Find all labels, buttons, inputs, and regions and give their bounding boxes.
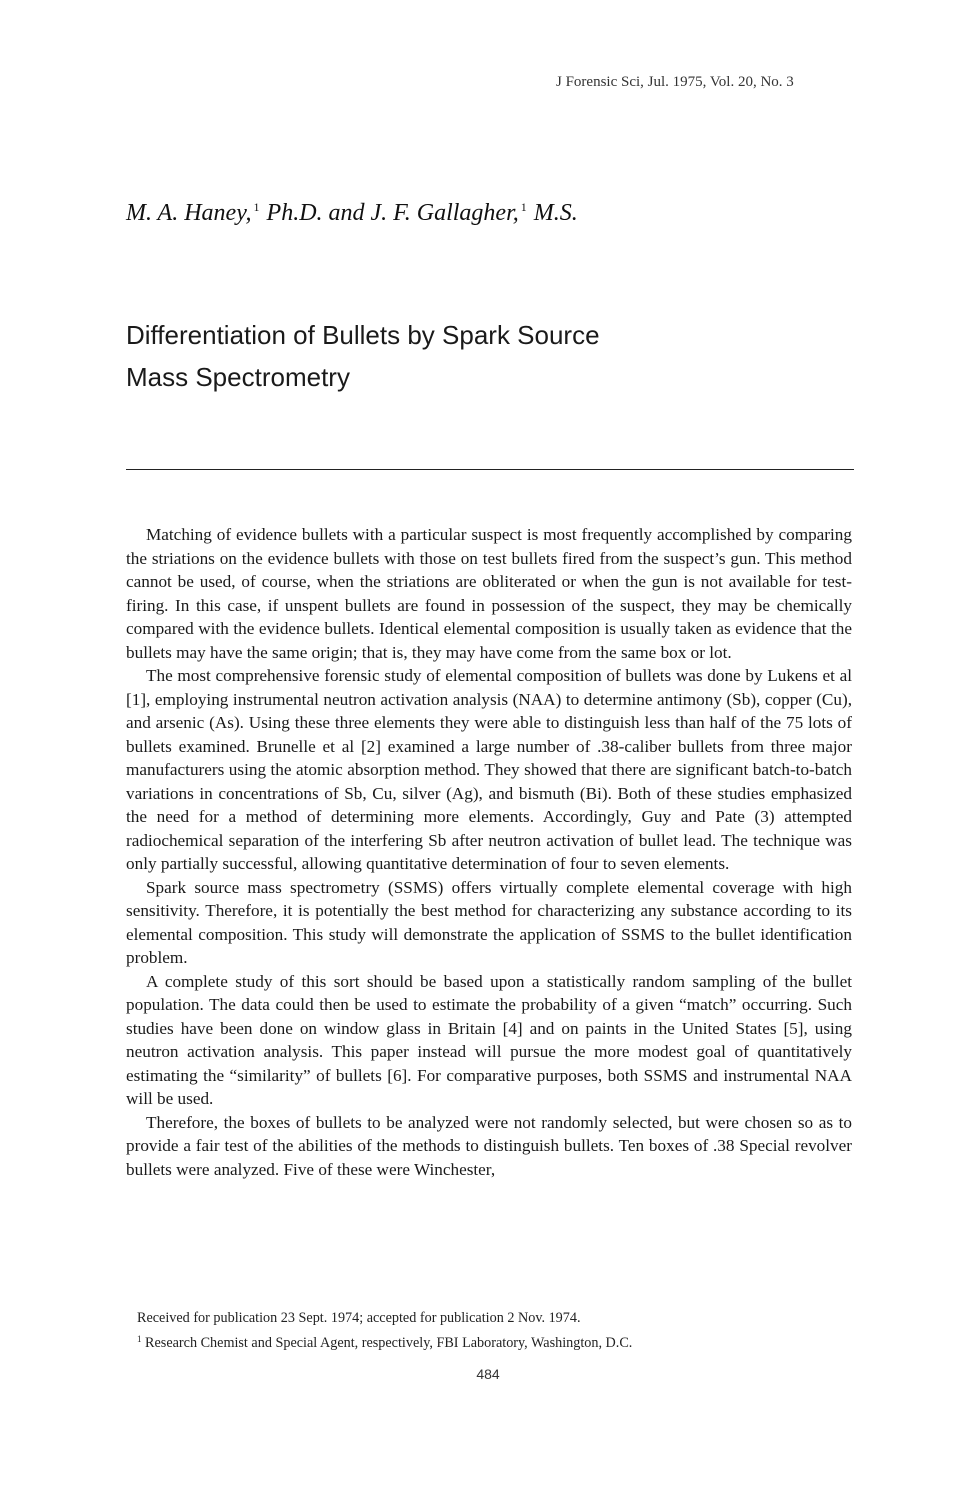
author1-footnote-mark: 1 — [253, 200, 260, 214]
body-paragraph-3: Spark source mass spectrometry (SSMS) offers virtually complete elemental coverage with high sensitivity. Therefore, it is potentially the best method for characterizing any substance according to its elemental composition. This study will demonstrate the application of SSMS to the bullet identification problem. — [126, 877, 852, 967]
body-paragraph-4: A complete study of this sort should be based upon a statistically random sampling of the bullet population. The data could then be used to estimate the probability of a given “match” occurring. Such studies have been done on window glass in Britain [4] and on paints in the United States [5], using neutron activation analysis. This paper instead will pursue the more modest goal of quantitatively estimating the “similarity” of bullets [6]. For comparative purposes, both SSMS and instrumental NAA will be used. — [126, 971, 852, 1108]
title-line-1: Differentiation of Bullets by Spark Source — [126, 320, 600, 350]
article-body — [126, 523, 852, 1181]
received-note: Received for publication 23 Sept. 1974; accepted for publication 2 Nov. 1974. — [137, 1310, 581, 1326]
body-paragraph-1: Matching of evidence bullets with a particular suspect is most frequently accomplished by comparing the striations on the evidence bullets with those on test bullets fired from the suspect’s gun. This method cannot be used, of course, when the striations are obliterated or when the gun is not available for test-firing. In this case, if unspent bullets are found in possession of the suspect, they may be chemically compared with the evidence bullets. Identical elemental composition is usually taken as evidence that the bullets may have the same origin; that is, they may have come from the same box or lot. — [126, 525, 852, 662]
title-line-2: Mass Spectrometry — [126, 362, 350, 392]
author-line — [126, 200, 578, 227]
author2-name: J. F. Gallagher, — [370, 200, 519, 226]
affiliation-text: Research Chemist and Special Agent, respectively, FBI Laboratory, Washington, D.C. — [145, 1335, 633, 1351]
body-paragraph-2: The most comprehensive forensic study of elemental composition of bullets was done by Lukens et al [1], employing instrumental neutron activation analysis (NAA) to determine antimony (Sb), copper (Cu), and arsenic (As). Using these three elements they were able to distinguish less than half of the 75 lots of bullets examined. Brunelle et al [2] examined a large number of .38-caliber bullets from three major manufacturers using the atomic absorption method. They showed that there are significant batch-to-batch variations in concentrations of Sb, Cu, silver (Ag), and bismuth (Bi). Both of these studies emphasized the need for a method of determining more elements. Accordingly, Guy and Pate (3) attempted radiochemical separation of the interfering Sb after neutron activation of bullet lead. The technique was only partially successful, allowing quantitative determination of four to seven elements. — [126, 666, 852, 873]
author2-degree: M.S. — [533, 200, 578, 226]
page-number: 484 — [476, 1366, 500, 1382]
title-divider — [126, 469, 854, 470]
journal-citation: J Forensic Sci, Jul. 1975, Vol. 20, No. 3 — [556, 74, 794, 90]
affiliation-note — [137, 1329, 837, 1354]
article-title — [126, 314, 846, 398]
body-paragraph-5: Therefore, the boxes of bullets to be analyzed were not randomly selected, but were chosen so as to provide a fair test of the abilities of the methods to distinguish bullets. Ten boxes of .38 Special revolver bullets were analyzed. Five of these were Winchester, — [126, 1112, 852, 1179]
author2-footnote-mark: 1 — [520, 200, 527, 214]
footnotes — [137, 1308, 837, 1354]
affiliation-mark: 1 — [137, 1334, 142, 1344]
author1-name: M. A. Haney, — [126, 200, 252, 226]
author1-degree: Ph.D. and — [266, 200, 365, 226]
